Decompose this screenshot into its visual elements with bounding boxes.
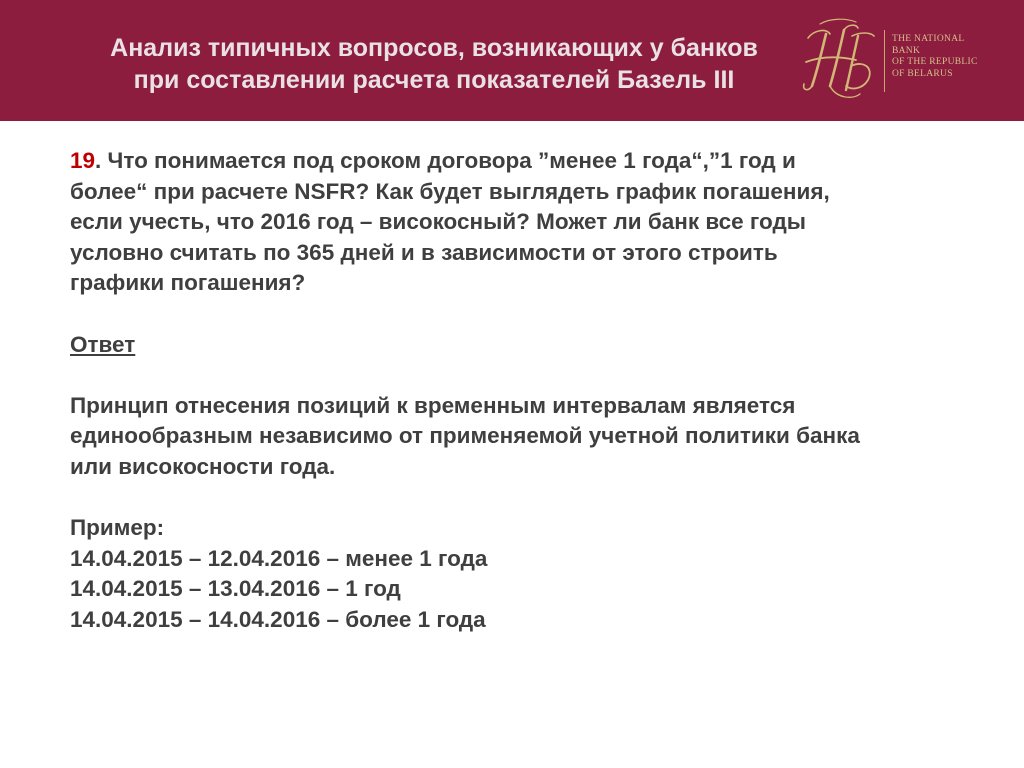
nb-monogram-icon [800, 16, 878, 104]
logo-divider [884, 30, 885, 92]
answer-line: единообразным независимо от применяемой учетной политики банка [70, 423, 860, 449]
example-heading: Пример: [70, 515, 165, 541]
slide-title-line-2: при составлении расчета показателей Базель III [133, 66, 735, 94]
question-line: более“ при расчете NSFR? Как будет выглядеть график погашения, [70, 178, 830, 204]
logo-caption-line: THE NATIONAL [892, 34, 965, 44]
slide-title [64, 32, 804, 96]
answer-line: или високосности года. [70, 453, 336, 479]
answer-line: Принцип отнесения позиций к временным интервалам является [70, 392, 796, 418]
logo-caption-line: OF THE REPUBLIC [892, 57, 978, 67]
logo-caption [892, 34, 1002, 80]
blank-line [70, 360, 970, 391]
question-line [70, 146, 970, 177]
logo-caption-line: OF BELARUS [892, 68, 953, 79]
question-line: условно считать по 365 дней и в зависимости от этого строить [70, 239, 778, 265]
blank-line [70, 483, 970, 514]
answer-heading: Ответ [70, 331, 136, 357]
question-text: . Что понимается под сроком договора ”менее 1 года“,”1 год и [95, 148, 796, 173]
question-line: если учесть, что 2016 год – високосный? Может ли банк все годы [70, 209, 806, 235]
blank-line [70, 299, 970, 330]
question-number: 19 [70, 148, 96, 173]
example-line: 14.04.2015 – 14.04.2016 – более 1 года [70, 606, 486, 632]
logo-caption-line: BANK [892, 45, 921, 56]
example-line: 14.04.2015 – 13.04.2016 – 1 год [70, 576, 401, 602]
slide-title-line-1: Анализ типичных вопросов, возникающих у банков [110, 34, 758, 62]
question-line: графики погашения? [70, 270, 306, 296]
example-line: 14.04.2015 – 12.04.2016 – менее 1 года [70, 545, 488, 571]
title-banner [0, 0, 1024, 121]
slide-body [70, 146, 970, 636]
national-bank-logo [800, 16, 1010, 106]
